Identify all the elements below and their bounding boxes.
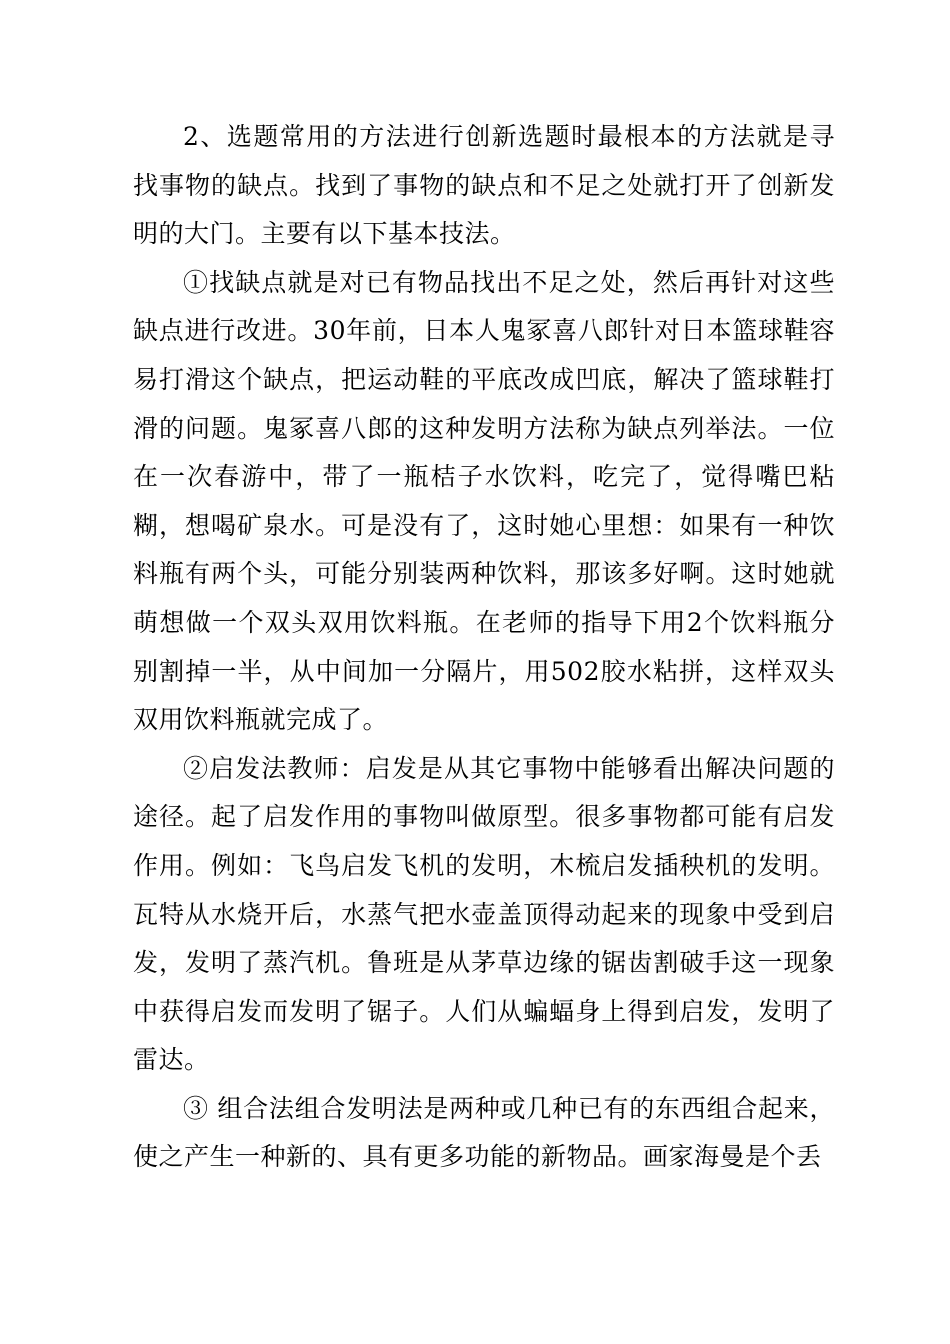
paragraph-methods-intro: 2、选题常用的方法进行创新选题时最根本的方法就是寻找事物的缺点。找到了事物的缺点和不足之处就打开了创新发明的大门。主要有以下基本技法。	[133, 122, 835, 249]
paragraph-find-defects: ①找缺点就是对已有物品找出不足之处，然后再针对这些缺点进行改进。30年前，日本人鬼冢喜八郎针对日本篮球鞋容易打滑这个缺点，把运动鞋的平底改成凹底，解决了篮球鞋打滑的问题。鬼冢喜八郎的这种发明方法称为缺点列举法。一位在一次春游中，带了一瓶桔子水饮料，吃完了，觉得嘴巴粘糊，想喝矿泉水。可是没有了，这时她心里想：如果有一种饮料瓶有两个头，可能分别装两种饮料，那该多好啊。这时她就萌想做一个双头双用饮料瓶。在老师的指导下用2个饮料瓶分别割掉一半，从中间加一分隔片，用502胶水粘拼，这样双头双用饮料瓶就完成了。	[133, 267, 835, 735]
paragraph-inspiration-method: ②启发法教师：启发是从其它事物中能够看出解决问题的途径。起了启发作用的事物叫做原型。很多事物都可能有启发作用。例如：飞鸟启发飞机的发明，木梳启发插秧机的发明。瓦特从水烧开后，水蒸气把水壶盖顶得动起来的现象中受到启发，发明了蒸汽机。鲁班是从茅草边缘的锯齿割破手这一现象中获得启发而发明了锯子。人们从蝙蝠身上得到启发，发明了雷达。	[133, 753, 835, 1075]
paragraph-combination-method: ③ 组合法组合发明法是两种或几种已有的东西组合起来，使之产生一种新的、具有更多功能的新物品。画家海曼是个丢	[133, 1093, 835, 1172]
document-body	[133, 113, 835, 1182]
